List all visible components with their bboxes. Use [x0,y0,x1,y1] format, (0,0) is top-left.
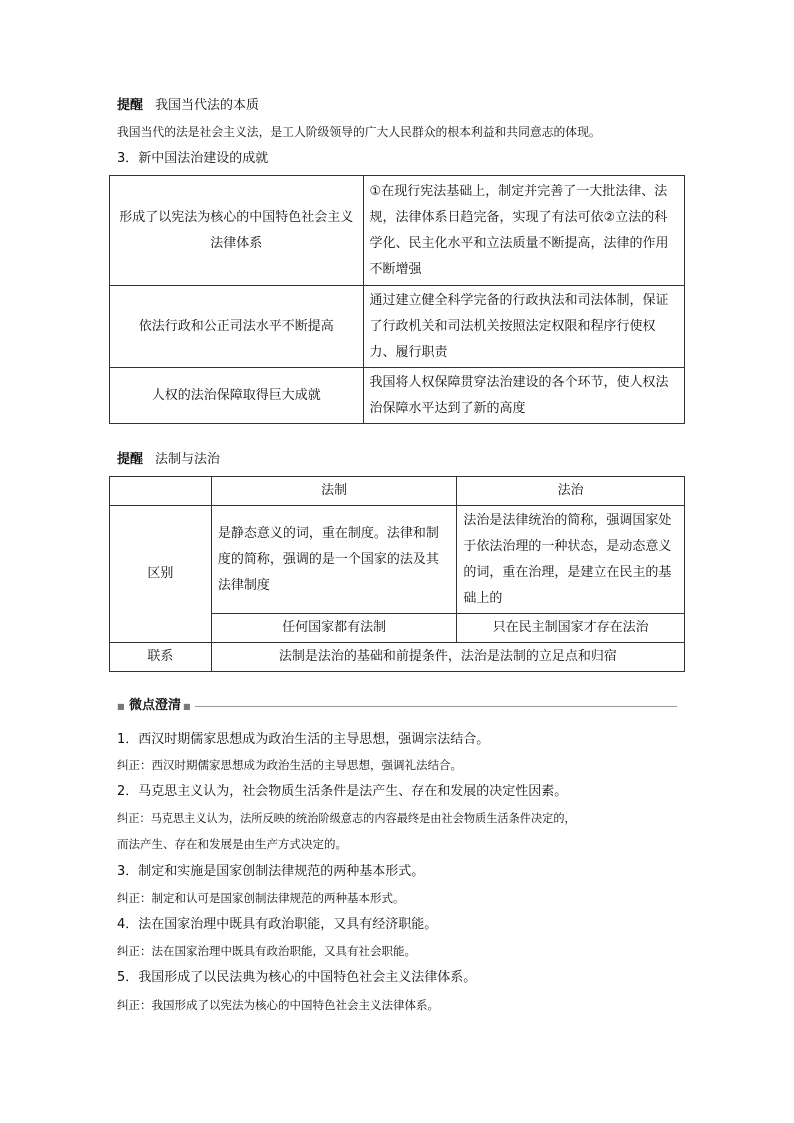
table-header-cell [110,477,212,506]
table-row [110,176,685,286]
table-cell-detail: 我国将人权保障贯穿法治建设的各个环节，使人权法治保障水平达到了新的高度 [363,368,684,424]
table-cell-legal-system: 是静态意义的词，重在制度。法律和制度的简称，强调的是一个国家的法及其法律制度 [211,506,457,614]
section-heading: 3．新中国法治建设的成就 [117,151,269,166]
decorative-dot-icon: ■ [117,702,125,711]
clarify-correction: 纠正：西汉时期儒家思想成为政治生活的主导思想，强调礼法结合。 [117,758,462,772]
tip-heading [117,451,220,469]
clarify-title: 微点澄清 [129,698,182,713]
comparison-table [109,476,685,672]
tip-title: 我国当代法的本质 [155,98,260,113]
table-header-cell: 法治 [457,477,685,506]
table-row [110,506,685,614]
table-cell-rule-of-law: 只在民主制国家才存在法治 [457,614,685,643]
table-cell-rule-of-law: 法治是法律统治的简称，强调国家处于依法治理的一种状态，是动态意义的词，重在治理，是建立在民主的基础上的 [457,506,685,614]
divider [195,706,677,707]
clarify-correction-cont: 而法产生、存在和发展是由生产方式决定的。 [117,837,347,851]
clarify-section-header [117,697,677,715]
decorative-dot-icon: ■ [183,702,191,711]
clarify-correction: 纠正：法在国家治理中既具有政治职能，又具有社会职能。 [117,944,416,958]
clarify-statement: 1．西汉时期儒家思想成为政治生活的主导思想，强调宗法结合。 [117,732,490,747]
table-cell-achievement: 人权的法治保障取得巨大成就 [110,368,364,424]
table-row [110,643,685,672]
achievements-table [109,175,685,424]
clarify-statement: 4．法在国家治理中既具有政治职能，又具有经济职能。 [117,917,438,932]
table-header-row [110,477,685,506]
table-row [110,286,685,368]
table-row [110,368,685,424]
table-cell-connection: 法制是法治的基础和前提条件，法治是法制的立足点和归宿 [211,643,684,672]
clarify-statement: 3．制定和实施是国家创制法律规范的两种基本形式。 [117,864,425,879]
table-cell-legal-system: 任何国家都有法制 [211,614,457,643]
tip-title: 法制与法治 [155,452,221,467]
table-cell-achievement: 形成了以宪法为核心的中国特色社会主义法律体系 [110,176,364,286]
clarify-correction: 纠正：马克思主义认为，法所反映的统治阶级意志的内容最终是由社会物质生活条件决定的， [117,812,576,825]
clarify-correction: 纠正：制定和认可是国家创制法律规范的两种基本形式。 [117,891,405,905]
clarify-correction: 纠正：我国形成了以宪法为核心的中国特色社会主义法律体系。 [117,998,439,1012]
table-cell-detail: ①在现行宪法基础上，制定并完善了一大批法律、法规，法律体系日趋完备，实现了有法可依②立法的科学化、民主化水平和立法质量不断提高，法律的作用不断增强 [363,176,684,286]
tip-heading [117,97,259,115]
row-label-connection: 联系 [110,643,212,672]
tip-label: 提醒 [117,98,144,113]
row-label-difference: 区别 [110,506,212,643]
tip-body: 我国当代的法是社会主义法，是工人阶级领导的广大人民群众的根本利益和共同意志的体现。 [117,125,601,139]
clarify-statement: 5．我国形成了以民法典为核心的中国特色社会主义法律体系。 [117,970,477,985]
table-cell-detail: 通过建立健全科学完备的行政执法和司法体制，保证了行政机关和司法机关按照法定权限和程序行使权力、履行职责 [363,286,684,368]
clarify-statement: 2．马克思主义认为，社会物质生活条件是法产生、存在和发展的决定性因素。 [117,784,568,799]
table-header-cell: 法制 [211,477,457,506]
tip-label: 提醒 [117,452,144,467]
table-cell-achievement: 依法行政和公正司法水平不断提高 [110,286,364,368]
